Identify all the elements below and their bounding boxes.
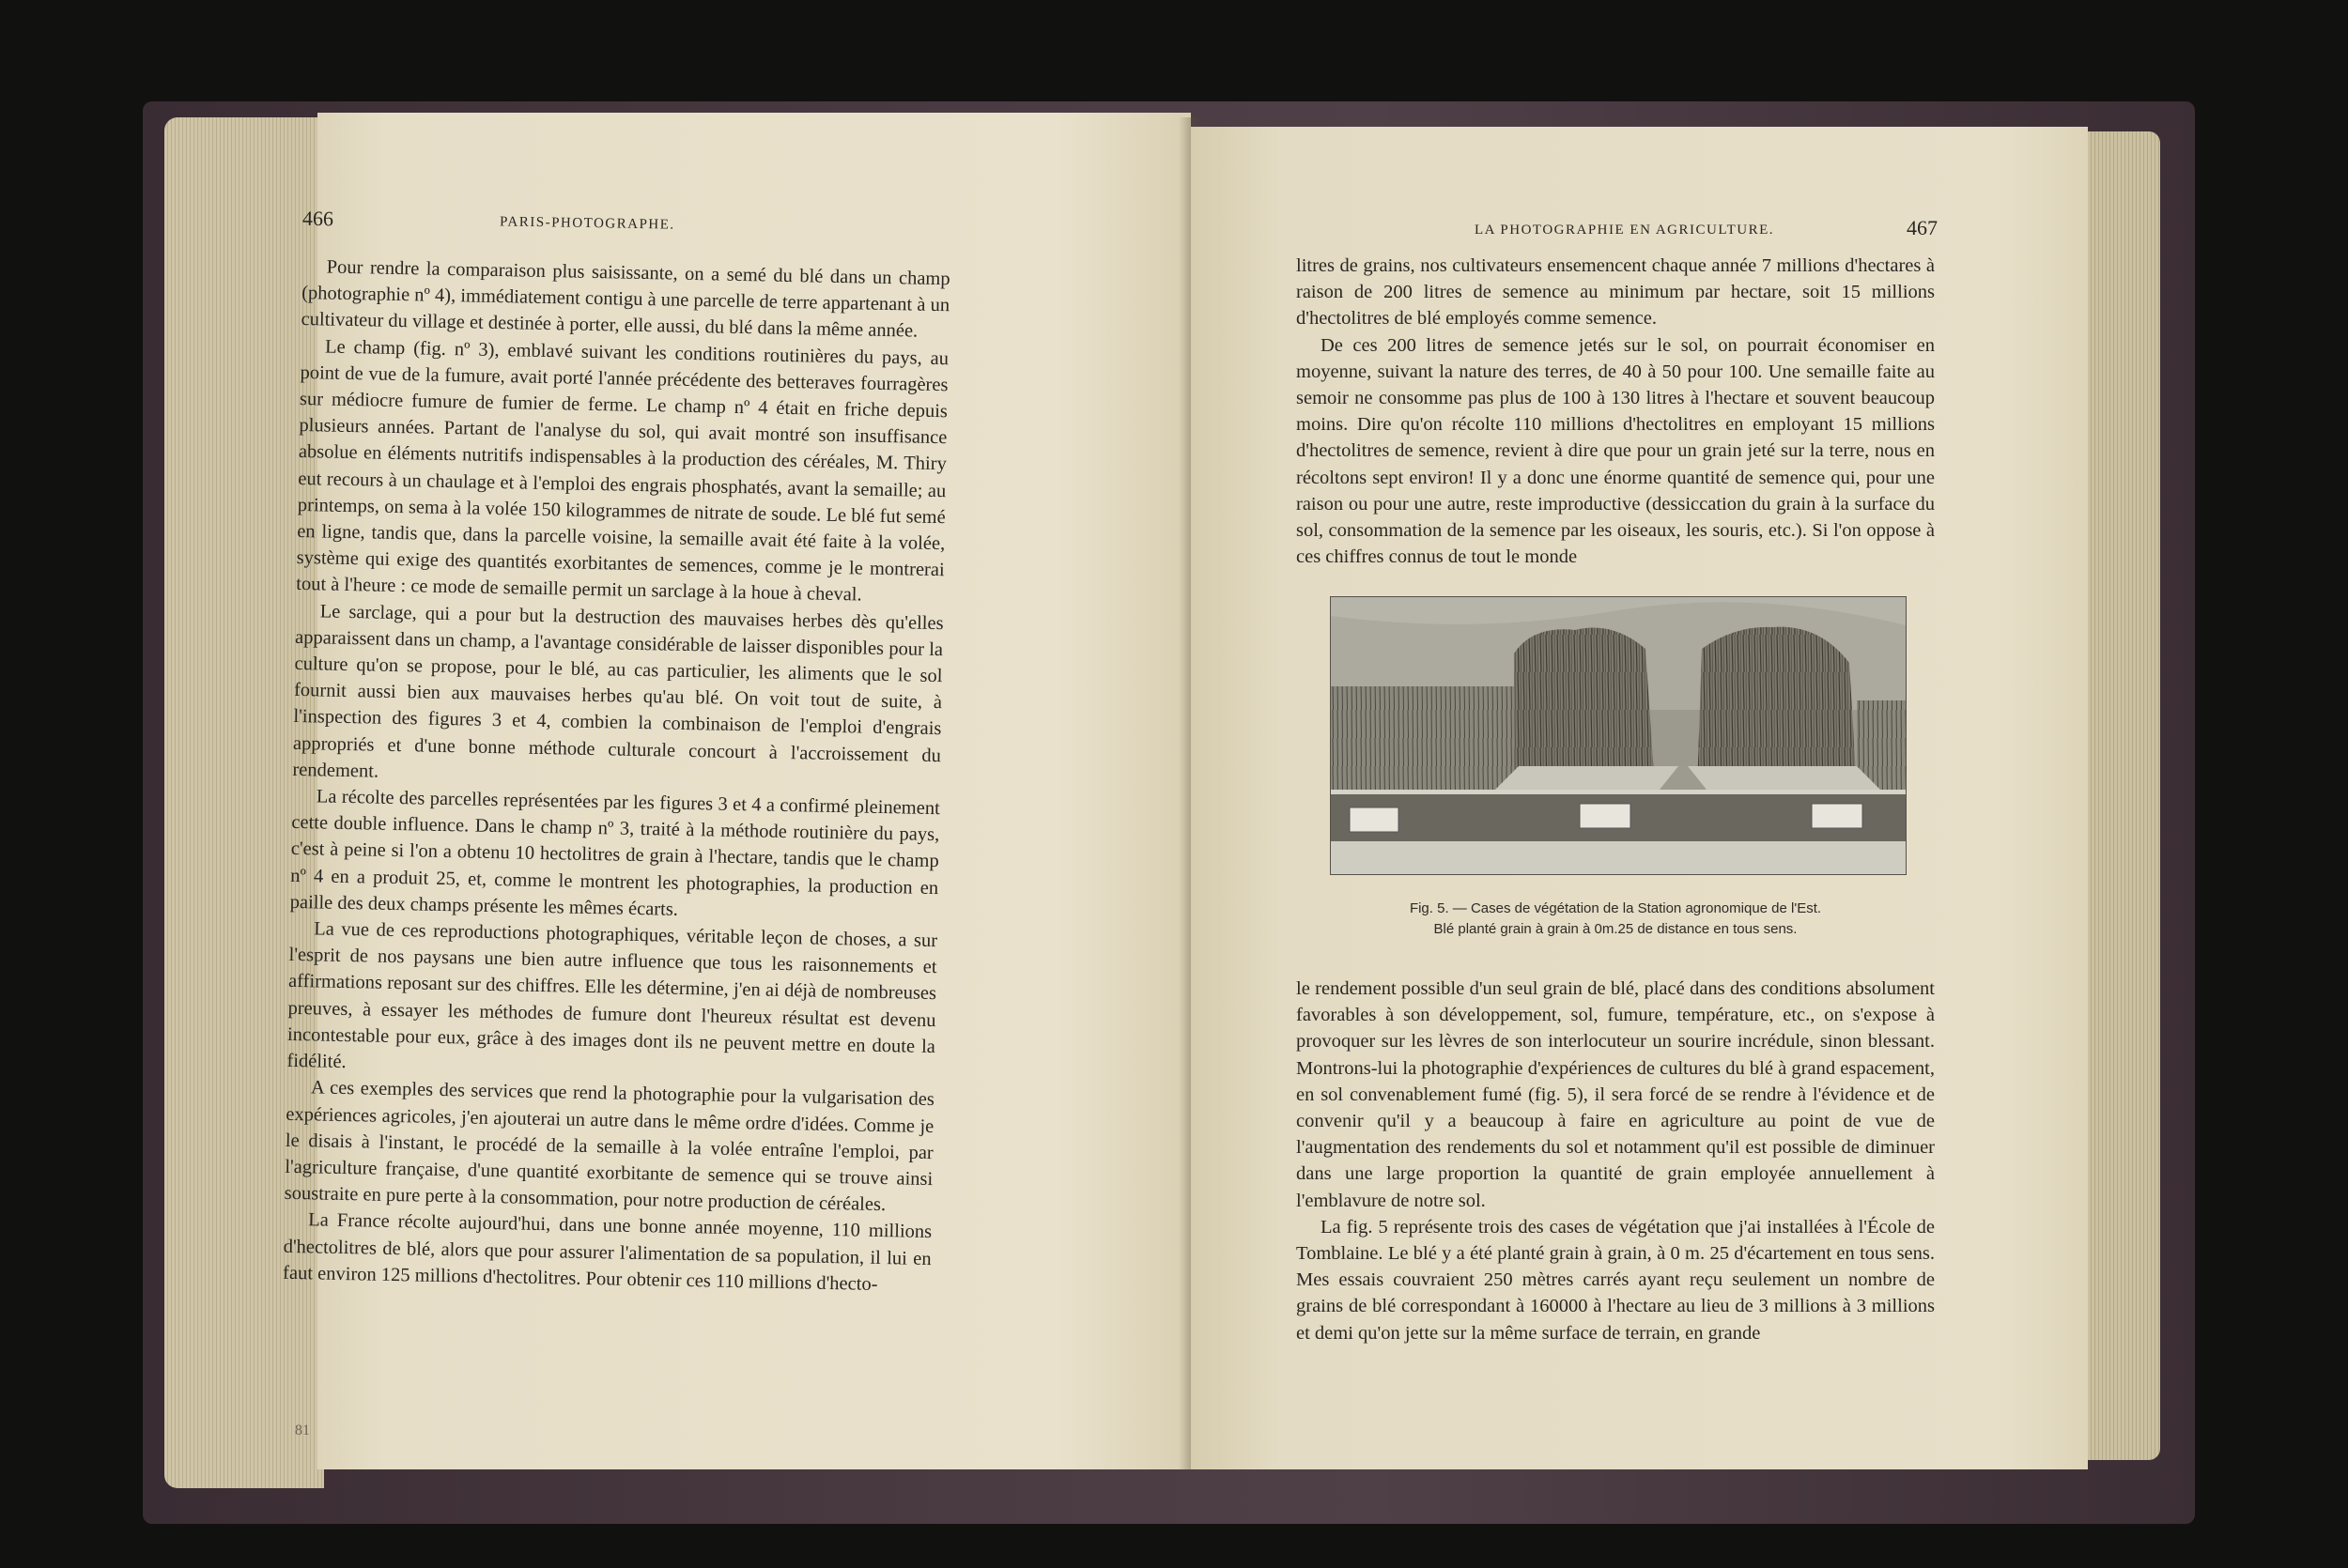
right-body-text-bottom <box>1296 976 1935 1346</box>
right-page <box>1191 127 2088 1469</box>
paragraph: Le sarclage, qui a pour but la destruction des mauvaises herbes dès qu'elles apparaissent dans un champ, a l'avantage considérable de laisser disponibles pour la culture qu'on se propose, pour le blé, au cas particulier, les aliments que le sol fournit aussi bien aux mauvaises herbes qu'au blé. On voit tout de suite, à l'inspection des figures 3 et 4, combien la combinaison de l'emploi d'engrais appropriés et d'une bonne méthode culturale concourt à l'accroissement du rendement. <box>292 601 944 782</box>
margin-note: 81 <box>295 1422 310 1438</box>
paragraph: le rendement possible d'un seul grain de blé, placé dans des conditions absolument favorables à son développement, sol, fumure, température, etc., on s'expose à provoquer sur les lèvres de son interlocuteur un sourire incrédule, sinon blessant. Montrons-lui la photographie d'expériences de cultures du blé à grand espacement, en sol convenablement fumé (fig. 5), il sera forcé de se rendre à l'évidence et de convenir qu'il y a beaucoup à faire en agriculture au point de vue de l'augmentation des rendements du sol et notamment qu'il est possible de diminuer dans une large proportion la quantité de grain employée annuellement à l'emblavure de notre sol. <box>1296 978 1935 1211</box>
right-folio: 467 <box>1907 216 1938 239</box>
right-running-head: LA PHOTOGRAPHIE EN AGRICULTURE. <box>1475 223 1775 238</box>
paragraph: La récolte des parcelles représentées par les figures 3 et 4 a confirmé pleinement cette double influence. Dans le champ nº 3, traité à la méthode routinière du pays, c'est à peine si l'on a obtenu 10 hectolitres de grain à l'hectare, tandis que le champ nº 4 en a produit 25, et, comme le montrent les photographies, la production en paille des deux champs présente les mêmes écarts. <box>289 786 940 920</box>
figure-caption <box>1296 899 1935 940</box>
wheat-plot-photograph <box>1330 596 1907 875</box>
paragraph: La vue de ces reproductions photographiques, véritable leçon de choses, a sur l'esprit de nos paysans une bien autre influence que tous les raisonnements et affirmations reposant sur des chiffres. Elle les détermine, j'en ai déjà de nombreuses preuves, à essayer les méthodes de fumure dont l'heureux résultat est devenu incontestable pour eux, grâce à des images dont ils ne peuvent mettre en doute la fidélité. <box>286 918 938 1073</box>
caption-line: Fig. 5. — Cases de végétation de la Station agronomique de l'Est. <box>1409 900 1822 916</box>
paragraph: Le champ (fig. nº 3), emblavé suivant les conditions routinières du pays, au point de vue de la fumure, avait porté l'année précédente des betteraves fourragères sur médiocre fumure de fumier de ferme. Le champ nº 4 était en friche depuis plusieurs années. Partant de l'analyse du sol, qui avait montré son insuffisance absolue en éléments nutritifs indispensables à la production des céréales, M. Thiry eut recours à un chaulage et à l'emploi des engrais phosphatés, avant la semaille; au printemps, on sema à la volée 150 kilogrammes de nitrate de soude. Le blé fut semé en ligne, tandis que, dans la parcelle voisine, la semaille avait été faite à la volée, système qui exige des quantités exorbitantes de semences, comme je le montrerai tout à l'heure : ce mode de semaille permit un sarclage à la houe à cheval. <box>296 336 950 606</box>
caption-line: Blé planté grain à grain à 0m.25 de distance en tous sens. <box>1433 921 1798 937</box>
left-folio: 466 <box>301 206 334 231</box>
right-body-text-top <box>1296 253 1935 570</box>
paragraph: litres de grains, nos cultivateurs ensemencent chaque année 7 millions d'hectares à raison de 200 litres de semence au minimum par hectare, soit 15 millions d'hectolitres de blé employés comme semence. <box>1296 255 1935 330</box>
page-edges-right <box>2080 131 2160 1460</box>
wheat-plot-illustration <box>1331 597 1906 874</box>
paragraph: Pour rendre la comparaison plus saisissante, on a semé du blé dans un champ (photographie nº 4), immédiatement contigu à une parcelle de terre appartenant à un cultivateur du village et destinée à porter, elle aussi, du blé dans la même année. <box>301 256 950 342</box>
left-running-head: PARIS-PHOTOGRAPHE. <box>499 214 675 233</box>
left-body-text <box>283 254 950 1299</box>
left-page <box>282 113 1191 1469</box>
paragraph: A ces exemples des services que rend la photographie pour la vulgarisation des expériences agricoles, j'en ajouterai un autre dans le même ordre d'idées. Comme je le disais à l'instant, le procédé de la semaille à la volée entraîne l'emploi, par l'agriculture française, d'une quantité exorbitante de semence qui se trouve ainsi soustraite en pure perte à la consommation, pour notre production de céréales. <box>284 1077 935 1216</box>
paragraph: La France récolte aujourd'hui, dans une bonne année moyenne, 110 millions d'hectolitres de blé, alors que pour assurer l'alimentation de sa population, il lui en faut environ 125 millions d'hectolitres. Pour obtenir ces 110 millions d'hecto- <box>282 1209 933 1295</box>
paragraph: La fig. 5 représente trois des cases de végétation que j'ai installées à l'École de Tomblaine. Le blé y a été planté grain à grain, à 0 m. 25 d'écartement en tous sens. Mes essais couvraient 250 mètres carrés ayant reçu seulement un nombre de grains de blé correspondant à 160000 à l'hectare au lieu de 3 millions à 3 millions et demi qu'on jette sur la même surface de terrain, en grande <box>1296 1216 1935 1344</box>
paragraph: De ces 200 litres de semence jetés sur le sol, on pourrait économiser en moyenne, suivant la nature des terres, de 40 à 50 pour 100. Une semaille faite au semoir ne consomme pas plus de 100 à 130 litres à l'hectare et souvent beaucoup moins. Dire qu'on récolte 110 millions d'hectolitres en employant 15 millions d'hectolitres de semence, revient à dire que pour un grain jeté sur la terre, nous en récoltons sept environ! Il y a donc une énorme quantité de semence qui, pour une raison ou pour une autre, reste improductive (dessiccation du grain à la surface du sol, consommation de la semence par les oiseaux, les souris, etc.). Si l'on oppose à ces chiffres connus de tout le monde <box>1296 334 1935 568</box>
